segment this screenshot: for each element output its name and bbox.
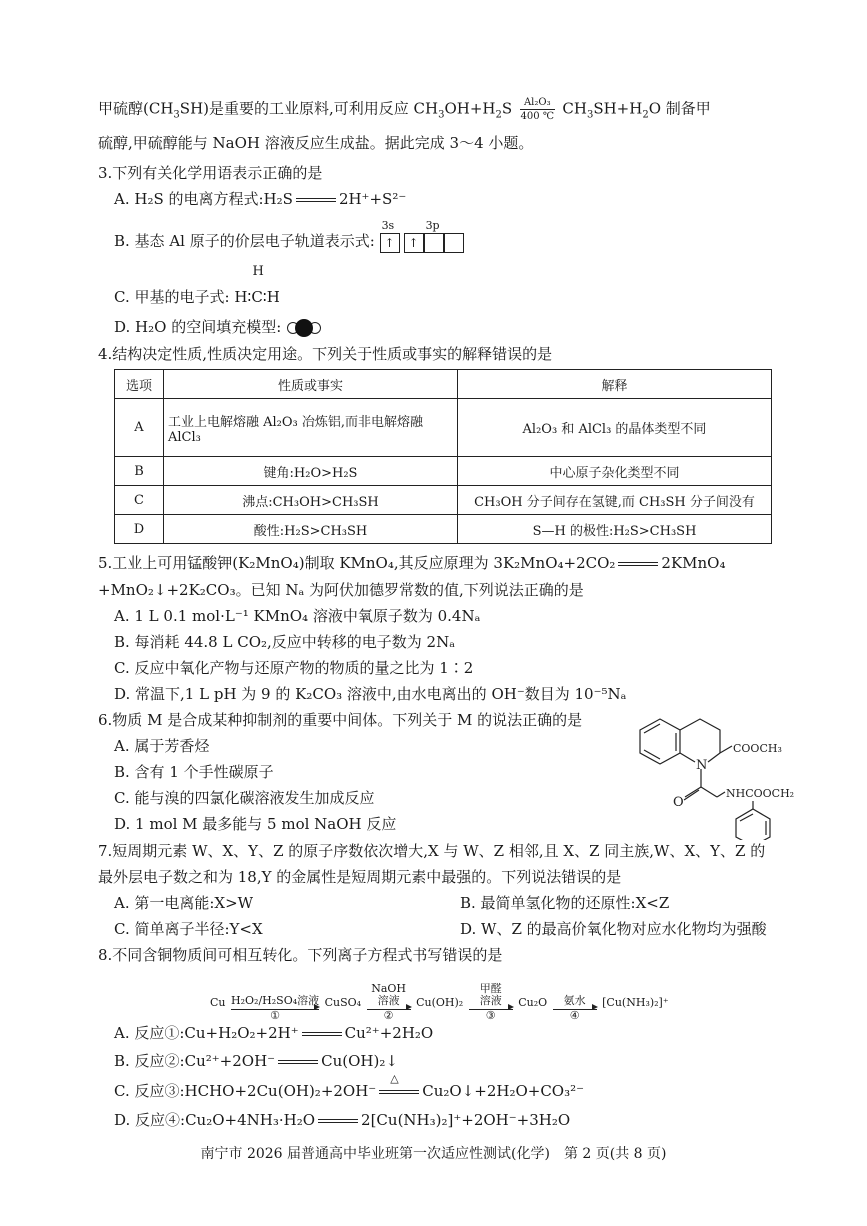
intro-line-1: 甲硫醇$(CH_3SH)$是重要的工业原料,可利用反应 $CH_3OH+H_2S$ $\frac{\text{Al₂O₃}}{400 ℃}$ $CH_3SH+H_2O$ 制备甲 xyxy=(98,97,711,122)
table-row xyxy=(115,399,772,457)
intro-text: SH+H xyxy=(593,99,643,118)
equals-sign xyxy=(296,198,336,202)
q5-option-d: D. 常温下,1 L pH 为 9 的 K₂CO₃ 溶液中,由水电离出的 OH⁻数目为 10⁻⁵Nₐ xyxy=(114,685,627,703)
q3-option-a: A. H₂S 的电离方程式:H₂S 2H⁺+S²⁻ xyxy=(114,190,407,208)
q6-option-a: A. 属于芳香烃 xyxy=(114,737,210,755)
scheme-species: Cu(OH)₂ xyxy=(416,996,464,1009)
q7-option-b: B. 最简单氢化物的还原性:X<Z xyxy=(460,894,670,912)
q6-stem: 6.物质 M 是合成某种抑制剂的重要中间体。下列关于 M 的说法正确的是 xyxy=(98,711,583,729)
page-footer: 南宁市 2026 届普通高中毕业班第一次适应性测试(化学) 第 2 页(共 8 页) xyxy=(200,1146,667,1162)
q3-option-b: B. 基态 Al 原子的价层电子轨道表示式: 3s 3p ↑ ↑ xyxy=(114,230,777,253)
molecule-o-label: O xyxy=(673,795,684,810)
header-cell: 性质或事实 xyxy=(164,370,458,399)
intro-text: CH xyxy=(562,99,587,118)
heat-symbol: △ xyxy=(390,1072,399,1085)
table-row xyxy=(115,515,772,544)
table-cell: 沸点:CH₃OH>CH₃SH xyxy=(164,486,458,515)
equals-sign xyxy=(318,1119,358,1123)
table-cell: 工业上电解熔融 Al₂O₃ 冶炼铝,而非电解熔融 AlCl₃ xyxy=(164,399,458,457)
table-cell: CH₃OH 分子间存在氢键,而 CH₃SH 分子间没有 xyxy=(458,486,772,515)
q8-option-c: C. 反应③:HCHO+2Cu(OH)₂+2OH⁻ △ Cu₂O↓+2H₂O+CO₃²⁻ xyxy=(114,1080,777,1102)
q7-option-a: A. 第一电离能:X>W xyxy=(114,894,254,912)
q7-stem-1: 7.短周期元素 W、X、Y、Z 的原子序数依次增大,X 与 W、Z 相邻,且 X、Z 同主族,W、X、Y、Z 的 xyxy=(98,842,766,860)
q5-option-b: B. 每消耗 44.8 L CO₂,反应中转移的电子数为 2Nₐ xyxy=(114,633,456,651)
scheme-species: CuSO₄ xyxy=(324,996,362,1009)
intro-text: 甲硫醇(CH xyxy=(98,99,174,118)
q8-option-b: B. 反应②:Cu²⁺+2OH⁻ Cu(OH)₂↓ xyxy=(114,1052,398,1070)
q8-reaction-scheme xyxy=(210,983,669,1022)
q7-option-c: C. 简单离子半径:Y<X xyxy=(114,920,263,938)
intro-text: S xyxy=(501,99,513,118)
molecule-ester-label: COOCH₃ xyxy=(733,742,782,755)
q6-option-c: C. 能与溴的四氯化碳溶液发生加成反应 xyxy=(114,789,375,807)
orbital-box-3p xyxy=(444,233,464,253)
scheme-species: Cu₂O xyxy=(518,996,548,1009)
scheme-species: Cu xyxy=(210,996,226,1009)
table-cell: 酸性:H₂S>CH₃SH xyxy=(164,515,458,544)
q8-option-a: A. 反应①:Cu+H₂O₂+2H⁺ Cu²⁺+2H₂O xyxy=(114,1024,434,1042)
header-cell: 选项 xyxy=(115,370,164,399)
table-cell: 中心原子杂化类型不同 xyxy=(458,457,772,486)
q4-stem: 4.结构决定性质,性质决定用途。下列关于性质或事实的解释错误的是 xyxy=(98,345,553,363)
q5-option-c: C. 反应中氧化产物与还原产物的物质的量之比为 1∶2 xyxy=(114,659,474,677)
equals-sign xyxy=(278,1060,318,1064)
table-cell: B xyxy=(115,457,164,486)
table-row xyxy=(115,486,772,515)
equals-sign xyxy=(379,1090,419,1094)
molecule-amide-label: NHCOOCH₂ xyxy=(726,787,795,800)
q3-option-d: D. H₂O 的空间填充模型: xyxy=(114,316,777,338)
scheme-arrow-2: NaOH 溶液 ② xyxy=(367,983,411,1022)
table-cell: S—H 的极性:H₂S>CH₃SH xyxy=(458,515,772,544)
table-cell: C xyxy=(115,486,164,515)
table-row xyxy=(115,457,772,486)
scheme-arrow-4: 氨水 ④ xyxy=(553,995,597,1022)
molecule-m-structure xyxy=(615,705,795,840)
orbital-box-3p: ↑ xyxy=(404,233,424,253)
molecule-n-label: N xyxy=(696,758,708,773)
q7-stem-2: 最外层电子数之和为 18,Y 的金属性是短周期元素中最强的。下列说法错误的是 xyxy=(98,868,622,886)
equals-sign xyxy=(302,1032,342,1036)
reaction-condition: $\frac{\text{Al₂O₃}}{400 ℃}$ xyxy=(520,97,554,122)
header-cell: 解释 xyxy=(458,370,772,399)
orbital-diagram: 3s 3p ↑ ↑ xyxy=(380,231,464,253)
q5-stem-2: +MnO₂↓+2K₂CO₃。已知 Nₐ 为阿伏加德罗常数的值,下列说法正确的是 xyxy=(98,581,584,599)
table-header xyxy=(115,370,772,399)
q6-option-b: B. 含有 1 个手性碳原子 xyxy=(114,763,274,781)
scheme-arrow-1: H₂O₂/H₂SO₄溶液 ① xyxy=(231,994,320,1022)
q7-option-d: D. W、Z 的最高价氧化物对应水化物均为强酸 xyxy=(460,920,767,938)
scheme-species: [Cu(NH₃)₂]⁺ xyxy=(602,996,669,1009)
equals-sign xyxy=(618,562,658,566)
q6-option-d: D. 1 mol M 最多能与 5 mol NaOH 反应 xyxy=(114,815,397,833)
intro-text: OH+H xyxy=(444,99,496,118)
orbital-box-3s: ↑ xyxy=(380,233,400,253)
q8-stem: 8.不同含铜物质间可相互转化。下列离子方程式书写错误的是 xyxy=(98,946,503,964)
table-cell: 键角:H₂O>H₂S xyxy=(164,457,458,486)
scheme-arrow-3: 甲醛 溶液 ③ xyxy=(469,983,513,1022)
q5-stem-1: 5.工业上可用锰酸钾(K₂MnO₄)制取 KMnO₄,其反应原理为 3K₂MnO₄+2CO₂ 2KMnO₄ xyxy=(98,554,726,572)
q5-option-a: A. 1 L 0.1 mol·L⁻¹ KMnO₄ 溶液中氧原子数为 0.4Nₐ xyxy=(114,607,481,625)
q3-stem: 3.下列有关化学用语表示正确的是 xyxy=(98,164,323,182)
table-cell: Al₂O₃ 和 AlCl₃ 的晶体类型不同 xyxy=(458,399,772,457)
q4-table xyxy=(114,369,772,544)
electron-formula: H H∶C∶H xyxy=(234,264,280,306)
water-space-filling-model xyxy=(286,318,322,338)
intro-line-2: 硫醇,甲硫醇能与 NaOH 溶液反应生成盐。据此完成 3～4 小题。 xyxy=(98,134,534,152)
intro-text: O 制备甲 xyxy=(648,99,711,118)
table-cell: A xyxy=(115,399,164,457)
table-cell: D xyxy=(115,515,164,544)
intro-text: SH)是重要的工业原料,可利用反应 CH xyxy=(179,99,439,118)
q3-option-c: C. 甲基的电子式: H H∶C∶H xyxy=(114,264,280,306)
q8-option-d: D. 反应④:Cu₂O+4NH₃·H₂O 2[Cu(NH₃)₂]⁺+2OH⁻+3H₂O xyxy=(114,1111,571,1129)
